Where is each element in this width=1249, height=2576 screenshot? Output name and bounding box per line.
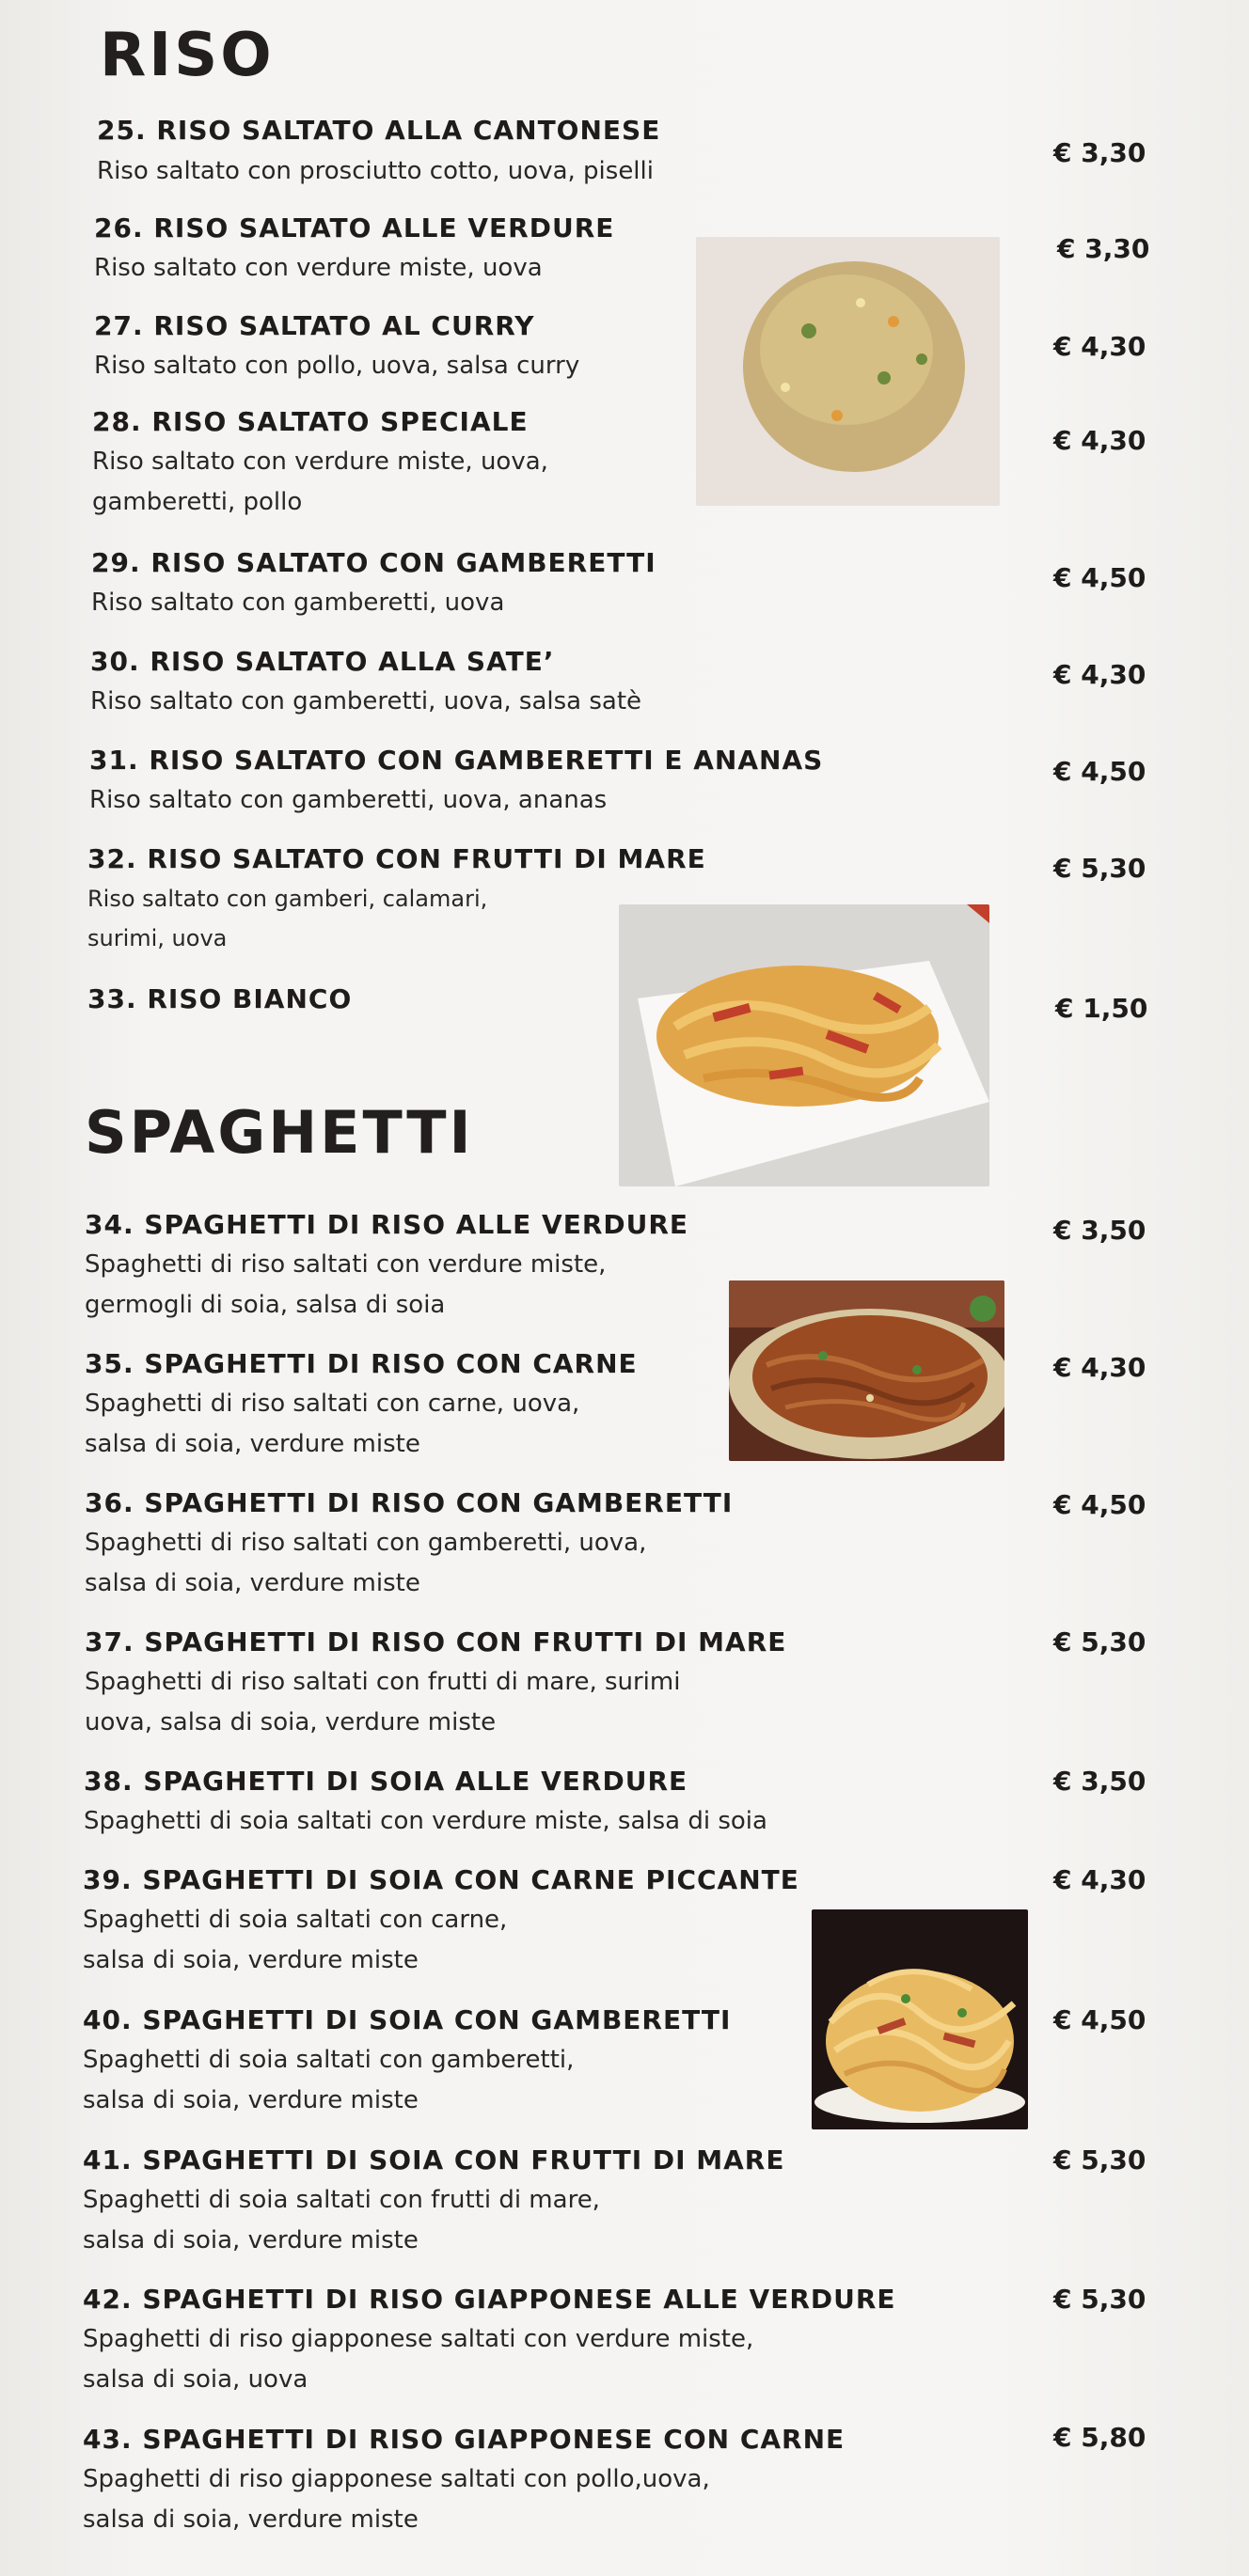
item-name: 29. RISO SALTATO CON GAMBERETTI <box>91 547 656 578</box>
item-description: Riso saltato con gamberetti, uova, salsa satè <box>90 687 642 715</box>
item-description: Riso saltato con prosciutto cotto, uova, piselli <box>97 157 654 185</box>
item-description: Riso saltato con gamberetti, uova <box>91 589 505 617</box>
item-description: Spaghetti di soia saltati con gamberetti, salsa di soia, verdure miste <box>83 2046 575 2114</box>
item-price: € 5,80 <box>1053 2422 1146 2453</box>
item-price: € 5,30 <box>1053 2284 1146 2315</box>
item-description: Spaghetti di riso saltati con carne, uova, salsa di soia, verdure miste <box>85 1390 580 1458</box>
item-price: € 5,30 <box>1053 1626 1146 1657</box>
section-title-riso: RISO <box>100 21 275 90</box>
item-price: € 5,30 <box>1053 853 1146 884</box>
item-name: 38. SPAGHETTI DI SOIA ALLE VERDURE <box>84 1766 688 1797</box>
item-price: € 5,30 <box>1053 2144 1146 2175</box>
item-description: Spaghetti di soia saltati con carne, salsa di soia, verdure miste <box>83 1906 508 1974</box>
rice-noodles-meat-photo <box>729 1280 1004 1461</box>
item-price: € 3,50 <box>1053 1215 1146 1246</box>
item-description: Spaghetti di riso saltati con verdure miste, germogli di soia, salsa di soia <box>85 1250 607 1319</box>
item-name: 36. SPAGHETTI DI RISO CON GAMBERETTI <box>85 1487 734 1518</box>
item-description: Riso saltato con verdure miste, uova <box>94 254 543 282</box>
item-name: 31. RISO SALTATO CON GAMBERETTI E ANANAS <box>89 745 824 776</box>
item-price: € 4,50 <box>1053 562 1146 593</box>
item-price: € 4,50 <box>1053 1489 1146 1520</box>
item-price: € 3,30 <box>1053 137 1146 168</box>
item-price: € 4,50 <box>1053 756 1146 787</box>
item-name: 28. RISO SALTATO SPECIALE <box>92 406 529 437</box>
item-description: Riso saltato con gamberetti, uova, ananas <box>89 786 608 814</box>
item-name: 35. SPAGHETTI DI RISO CON CARNE <box>85 1348 638 1379</box>
item-name: 30. RISO SALTATO ALLA SATE’ <box>90 646 555 677</box>
item-description: Spaghetti di riso saltati con gamberetti, uova, salsa di soia, verdure miste <box>85 1529 647 1597</box>
item-name: 41. SPAGHETTI DI SOIA CON FRUTTI DI MARE <box>83 2144 785 2175</box>
item-name: 37. SPAGHETTI DI RISO CON FRUTTI DI MARE <box>85 1626 787 1657</box>
item-price: € 4,30 <box>1053 1864 1146 1895</box>
item-price: € 3,50 <box>1053 1766 1146 1797</box>
item-name: 39. SPAGHETTI DI SOIA CON CARNE PICCANTE <box>83 1864 799 1895</box>
item-name: 33. RISO BIANCO <box>87 983 353 1014</box>
item-description: Riso saltato con verdure miste, uova, gamberetti, pollo <box>92 448 548 516</box>
item-description: Spaghetti di soia saltati con verdure miste, salsa di soia <box>84 1807 767 1835</box>
item-name: 32. RISO SALTATO CON FRUTTI DI MARE <box>87 843 706 874</box>
item-description: Spaghetti di riso saltati con frutti di mare, surimi uova, salsa di soia, verdure miste <box>85 1668 681 1736</box>
item-description: Riso saltato con gamberi, calamari, surimi, uova <box>87 886 488 951</box>
item-price: € 4,30 <box>1053 331 1146 362</box>
item-price: € 1,50 <box>1055 993 1148 1024</box>
fried-rice-photo <box>696 237 1000 506</box>
soy-noodles-photo <box>812 1909 1028 2129</box>
item-price: € 4,30 <box>1053 425 1146 456</box>
item-description: Spaghetti di soia saltati con frutti di mare, salsa di soia, verdure miste <box>83 2186 600 2254</box>
item-description: Riso saltato con pollo, uova, salsa curry <box>94 352 580 380</box>
section-title-spaghetti: SPAGHETTI <box>85 1098 474 1167</box>
item-name: 34. SPAGHETTI DI RISO ALLE VERDURE <box>85 1209 689 1240</box>
item-name: 25. RISO SALTATO ALLA CANTONESE <box>97 115 661 146</box>
item-name: 42. SPAGHETTI DI RISO GIAPPONESE ALLE VERDURE <box>83 2284 896 2315</box>
item-name: 27. RISO SALTATO AL CURRY <box>94 310 535 341</box>
item-description: Spaghetti di riso giapponese saltati con pollo,uova, salsa di soia, verdure miste <box>83 2465 710 2534</box>
seafood-rice-noodles-photo <box>619 904 989 1186</box>
item-name: 40. SPAGHETTI DI SOIA CON GAMBERETTI <box>83 2004 732 2035</box>
item-description: Spaghetti di riso giapponese saltati con verdure miste, salsa di soia, uova <box>83 2325 754 2394</box>
item-price: € 4,30 <box>1053 1352 1146 1383</box>
item-name: 43. SPAGHETTI DI RISO GIAPPONESE CON CARNE <box>83 2424 846 2455</box>
item-price: € 4,50 <box>1053 2004 1146 2035</box>
item-price: € 4,30 <box>1053 659 1146 690</box>
item-name: 26. RISO SALTATO ALLE VERDURE <box>94 212 615 243</box>
item-price: € 3,30 <box>1057 233 1150 264</box>
